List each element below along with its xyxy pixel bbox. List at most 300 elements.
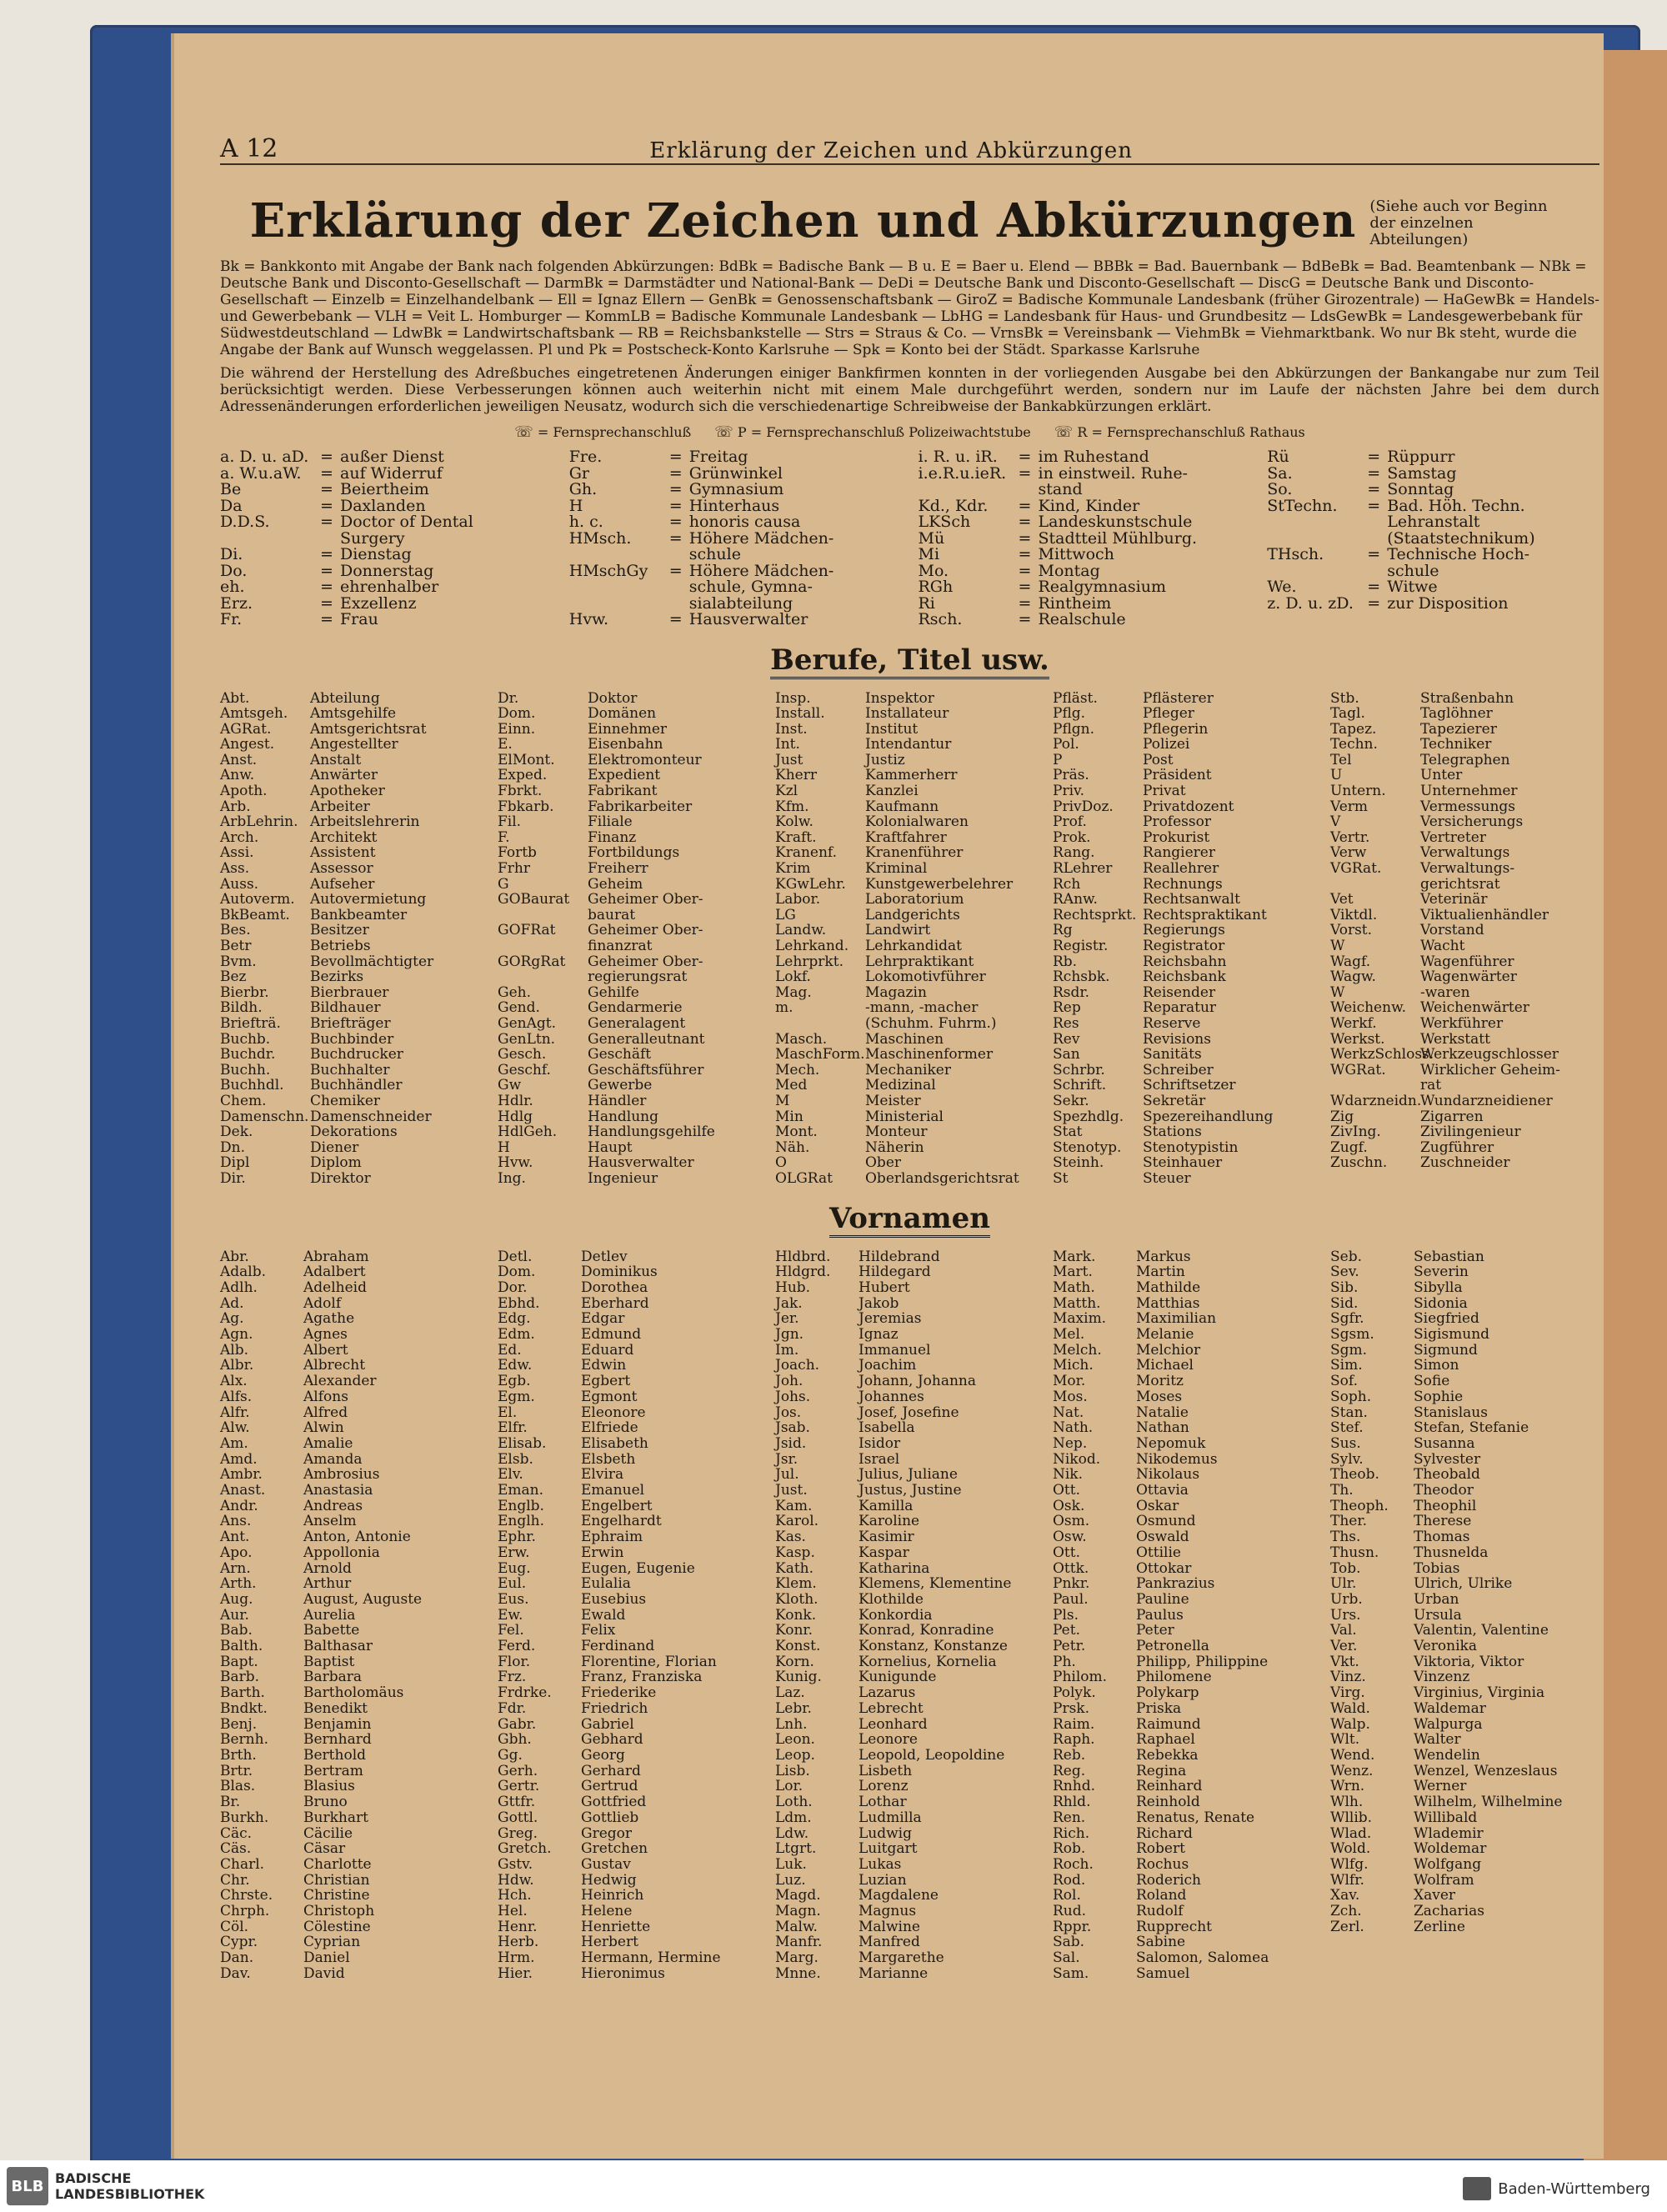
berufe-meaning: Ingenieur xyxy=(588,1169,658,1187)
vornamen-name: Konstanz, Konstanze xyxy=(859,1638,1008,1655)
vornamen-name: Charlotte xyxy=(303,1855,372,1873)
abbr-key: Erz. xyxy=(220,593,253,613)
berufe-entry xyxy=(498,1093,767,1109)
berufe-abbr: Weichenw. xyxy=(1330,999,1407,1017)
berufe-entry xyxy=(498,877,767,893)
vornamen-entry xyxy=(775,1888,1044,1904)
library-logo: BLB xyxy=(7,2167,48,2205)
abbr-equals: = xyxy=(1018,513,1032,531)
vornamen-abbr: Kloth. xyxy=(775,1590,818,1608)
abbr-equals: = xyxy=(668,610,683,628)
berufe-meaning: Domänen xyxy=(588,705,657,723)
vornamen-abbr: Konr. xyxy=(775,1622,813,1639)
vornamen-entry xyxy=(220,1249,489,1265)
berufe-meaning: Fortbildungs xyxy=(588,844,680,862)
vornamen-abbr: Erw. xyxy=(498,1544,530,1561)
abbr-value: Höhere Mädchen- xyxy=(688,528,834,548)
abbr-equals: = xyxy=(1018,545,1032,563)
abbr-equals: = xyxy=(320,593,333,613)
vornamen-entry xyxy=(498,1810,767,1826)
vornamen-name: Dorothea xyxy=(581,1279,648,1296)
abbr-key: HMschGy xyxy=(568,561,648,580)
phone-icon: ☏ xyxy=(714,423,733,441)
vornamen-abbr: Urs. xyxy=(1330,1606,1361,1624)
vornamen-entry xyxy=(1053,1701,1322,1717)
vornamen-name: Nikolaus xyxy=(1136,1466,1200,1484)
berufe-entry xyxy=(1053,877,1322,893)
berufe-entry xyxy=(1330,861,1599,877)
berufe-meaning: Geschäftsführer xyxy=(588,1061,704,1078)
vornamen-entry xyxy=(775,1966,1044,1982)
vornamen-name: Cölestine xyxy=(303,1918,371,1935)
vornamen-abbr: Sof. xyxy=(1330,1373,1358,1390)
vornamen-abbr: Prsk. xyxy=(1053,1699,1089,1717)
vornamen-entry xyxy=(498,1311,767,1327)
berufe-column xyxy=(1330,691,1599,1187)
vornamen-name: Ursula xyxy=(1414,1606,1462,1624)
berufe-meaning: Besitzer xyxy=(310,922,369,939)
abbr-row xyxy=(919,612,1251,628)
berufe-entry xyxy=(498,985,767,1001)
berufe-column xyxy=(498,691,767,1187)
berufe-abbr: Hvw. xyxy=(498,1154,533,1172)
abbr-row xyxy=(569,612,902,628)
berufe-abbr: Wdarzneidn. xyxy=(1330,1092,1422,1109)
vornamen-entry xyxy=(220,1264,489,1280)
berufe-meaning: Polizei xyxy=(1143,736,1190,753)
abbr-equals: = xyxy=(1367,480,1381,498)
berufe-abbr xyxy=(775,1016,865,1032)
vornamen-abbr: Jsab. xyxy=(775,1419,810,1437)
berufe-abbr: ZivIng. xyxy=(1330,1124,1381,1141)
vornamen-abbr: Eman. xyxy=(498,1482,544,1499)
berufe-abbr: Auss. xyxy=(220,875,259,893)
berufe-entry xyxy=(1053,1124,1322,1140)
vornamen-name: Wlademir xyxy=(1414,1824,1484,1842)
vornamen-abbr: Brtr. xyxy=(220,1762,253,1779)
vornamen-entry xyxy=(498,1592,767,1608)
berufe-abbr: Chem. xyxy=(220,1092,267,1109)
vornamen-name: Barbara xyxy=(303,1669,363,1686)
berufe-entry xyxy=(775,969,1044,985)
berufe-entry xyxy=(220,969,489,985)
berufe-abbr xyxy=(1330,1078,1420,1093)
abbr-equals: = xyxy=(668,528,683,548)
vornamen-name: Bernhard xyxy=(303,1731,372,1749)
vornamen-abbr: Sam. xyxy=(1053,1964,1089,1982)
abbr-equals: = xyxy=(320,561,333,580)
berufe-entry xyxy=(220,814,489,830)
abbr-key: i.e.R.u.ieR. xyxy=(918,463,1007,483)
vornamen-name: Natalie xyxy=(1136,1404,1189,1421)
vornamen-entry xyxy=(220,1623,489,1639)
berufe-abbr: Ass. xyxy=(220,860,250,878)
vornamen-name: Sidonia xyxy=(1414,1294,1468,1312)
vornamen-name: Rupprecht xyxy=(1136,1918,1213,1935)
berufe-meaning: Architekt xyxy=(310,828,378,846)
vornamen-name: Rochus xyxy=(1136,1855,1189,1873)
vornamen-name: Pankrazius xyxy=(1136,1575,1215,1593)
berufe-meaning: Arbeitslehrerin xyxy=(310,813,420,831)
vornamen-name: Andreas xyxy=(303,1497,363,1514)
vornamen-entry xyxy=(220,1717,489,1733)
vornamen-abbr: Nath. xyxy=(1053,1419,1094,1437)
vornamen-entry xyxy=(1053,1452,1322,1468)
abbr-equals: = xyxy=(320,496,333,515)
vornamen-abbr: Kam. xyxy=(775,1497,813,1514)
berufe-meaning: Prokurist xyxy=(1143,828,1210,846)
vornamen-name: Ambrosius xyxy=(303,1466,380,1484)
abbr-value: Donnerstag xyxy=(340,561,434,580)
berufe-abbr: W xyxy=(1330,983,1345,1001)
berufe-entry xyxy=(775,938,1044,954)
berufe-meaning: Versicherungs xyxy=(1420,813,1524,831)
vornamen-name: Eleonore xyxy=(581,1404,646,1421)
vornamen-entry xyxy=(220,1654,489,1670)
vornamen-entry xyxy=(220,1405,489,1421)
vornamen-name: Gustav xyxy=(581,1855,631,1873)
berufe-entry xyxy=(1330,753,1599,768)
page-title: Erklärung der Zeichen und Abkürzungen xyxy=(249,193,1357,248)
abbr-value: Montag xyxy=(1038,561,1100,580)
berufe-entry xyxy=(220,1047,489,1063)
vornamen-entry xyxy=(775,1576,1044,1592)
berufe-meaning: Gehilfe xyxy=(588,983,639,1001)
abbr-equals: = xyxy=(1018,578,1032,596)
vornamen-abbr: Andr. xyxy=(220,1497,258,1514)
berufe-abbr xyxy=(498,938,588,954)
berufe-meaning: Elektromonteur xyxy=(588,751,702,768)
vornamen-entry xyxy=(498,1873,767,1889)
berufe-abbr: Einn. xyxy=(498,720,536,738)
abbr-equals: = xyxy=(320,480,333,498)
berufe-meaning: Institut xyxy=(865,720,919,738)
vornamen-name: Emanuel xyxy=(581,1482,645,1499)
abbr-value: Realgymnasium xyxy=(1038,578,1167,596)
berufe-abbr: HdlGeh. xyxy=(498,1124,558,1141)
vornamen-entry xyxy=(1053,1639,1322,1654)
berufe-meaning: Dekorations xyxy=(310,1124,398,1141)
abbr-row xyxy=(919,482,1251,498)
phone-icon: ☏ xyxy=(1054,423,1074,441)
berufe-entry xyxy=(775,861,1044,877)
berufe-entry xyxy=(498,1078,767,1093)
vornamen-name: Kamilla xyxy=(859,1497,914,1514)
vornamen-abbr: Pnkr. xyxy=(1053,1575,1090,1593)
vornamen-entry xyxy=(1330,1904,1599,1919)
berufe-abbr: Buchb. xyxy=(220,1030,271,1048)
berufe-meaning: Schriftsetzer xyxy=(1143,1077,1236,1094)
vornamen-name: Dominikus xyxy=(581,1264,658,1281)
vornamen-entry xyxy=(775,1608,1044,1624)
berufe-abbr: Gend. xyxy=(498,999,540,1017)
berufe-abbr: m. xyxy=(775,999,793,1017)
vornamen-entry xyxy=(1330,1264,1599,1280)
vornamen-column xyxy=(498,1249,767,1982)
vornamen-name: Cäcilie xyxy=(303,1824,353,1842)
abbr-value: Sonntag xyxy=(1387,480,1454,498)
vornamen-name: Alwin xyxy=(303,1419,344,1437)
berufe-abbr: Int. xyxy=(775,736,800,753)
berufe-meaning: Haupt xyxy=(588,1139,633,1156)
vornamen-entry xyxy=(1330,1779,1599,1794)
vornamen-entry xyxy=(1053,1514,1322,1529)
vornamen-entry xyxy=(1053,1779,1322,1794)
abbr-value: Bad. Höh. Techn. xyxy=(1387,496,1525,515)
vornamen-list xyxy=(220,1249,1599,1982)
abbr-equals xyxy=(1367,514,1387,531)
vornamen-abbr: Mart. xyxy=(1053,1264,1093,1281)
berufe-abbr: Verw xyxy=(1330,844,1367,862)
berufe-abbr: Vet xyxy=(1330,891,1354,908)
berufe-entry xyxy=(220,737,489,753)
berufe-entry xyxy=(775,877,1044,893)
berufe-abbr: Apoth. xyxy=(220,783,268,800)
berufe-abbr: Stat xyxy=(1053,1124,1083,1141)
vornamen-abbr: Wlfr. xyxy=(1330,1871,1364,1889)
abbr-value: außer Dienst xyxy=(340,448,444,466)
vornamen-entry xyxy=(1053,1732,1322,1748)
vornamen-entry xyxy=(498,1919,767,1935)
berufe-entry xyxy=(1053,799,1322,815)
berufe-entry xyxy=(220,783,489,799)
vornamen-abbr: Raph. xyxy=(1053,1731,1095,1749)
berufe-meaning: Reparatur xyxy=(1143,999,1217,1017)
vornamen-name: Robert xyxy=(1136,1840,1185,1858)
vornamen-abbr: Theob. xyxy=(1330,1466,1379,1484)
vornamen-entry xyxy=(775,1810,1044,1826)
vornamen-name: Eberhard xyxy=(581,1294,649,1312)
vornamen-name: Raimund xyxy=(1136,1715,1201,1733)
vornamen-abbr: Rol. xyxy=(1053,1887,1081,1904)
abbr-row xyxy=(220,593,553,613)
berufe-entry xyxy=(498,737,767,753)
vornamen-entry xyxy=(220,1826,489,1842)
abbr-equals: = xyxy=(320,545,333,563)
vornamen-entry xyxy=(220,1764,489,1779)
vornamen-name: Luzian xyxy=(859,1871,907,1889)
berufe-meaning: Chemiker xyxy=(310,1092,381,1109)
berufe-meaning: Inspektor xyxy=(865,689,934,707)
vornamen-abbr: Konst. xyxy=(775,1638,821,1655)
vornamen-name: Georg xyxy=(581,1747,625,1764)
abbr-equals: = xyxy=(320,463,333,483)
berufe-abbr: Wagw. xyxy=(1330,968,1376,986)
vornamen-entry xyxy=(1330,1857,1599,1873)
berufe-meaning: Gendarmerie xyxy=(588,999,683,1017)
vornamen-name: Samuel xyxy=(1136,1964,1190,1982)
berufe-abbr: Kraft. xyxy=(775,828,817,846)
vornamen-abbr: Jer. xyxy=(775,1310,799,1328)
vornamen-name: Thusnelda xyxy=(1414,1544,1489,1561)
vornamen-abbr: Gerh. xyxy=(498,1762,538,1779)
vornamen-name: Moses xyxy=(1136,1388,1183,1405)
berufe-meaning: Buchhändler xyxy=(310,1077,403,1094)
berufe-entry xyxy=(775,1063,1044,1078)
abbr-equals: = xyxy=(668,513,683,531)
section-title-vornamen: Vornamen xyxy=(829,1202,990,1238)
vornamen-name: Friederike xyxy=(581,1684,657,1702)
berufe-entry xyxy=(1053,908,1322,923)
berufe-abbr: GOBaurat xyxy=(498,891,570,908)
vornamen-name: Helene xyxy=(581,1903,633,1920)
vornamen-name: Lorenz xyxy=(859,1778,909,1795)
vornamen-entry xyxy=(775,1529,1044,1545)
berufe-abbr: Rang. xyxy=(1053,844,1095,862)
vornamen-abbr: Kasp. xyxy=(775,1544,815,1561)
abbr-equals: = xyxy=(1367,496,1381,515)
berufe-abbr: Zuschn. xyxy=(1330,1154,1388,1172)
abbr-equals: = xyxy=(1367,448,1381,466)
berufe-meaning: Privatdozent xyxy=(1143,798,1234,815)
vornamen-name: Johannes xyxy=(859,1388,924,1405)
vornamen-abbr: Burkh. xyxy=(220,1809,269,1826)
vornamen-abbr: Wllib. xyxy=(1330,1809,1373,1826)
abbr-value: Hausverwalter xyxy=(688,610,808,628)
vornamen-abbr: Aur. xyxy=(220,1606,249,1624)
vornamen-abbr: Ren. xyxy=(1053,1809,1086,1826)
vornamen-entry xyxy=(1053,1343,1322,1359)
berufe-abbr: Gesch. xyxy=(498,1046,547,1063)
berufe-meaning: Zivilingenieur xyxy=(1420,1124,1521,1141)
vornamen-entry xyxy=(775,1561,1044,1577)
vornamen-name: Renatus, Renate xyxy=(1136,1809,1255,1826)
berufe-abbr: VGRat. xyxy=(1330,860,1382,878)
vornamen-name: Israel xyxy=(859,1450,900,1468)
abbr-key: RGh xyxy=(918,578,954,596)
berufe-entry xyxy=(220,1171,489,1187)
vornamen-abbr: Reg. xyxy=(1053,1762,1086,1779)
berufe-abbr: MaschForm. xyxy=(775,1046,865,1063)
vornamen-abbr: Tob. xyxy=(1330,1559,1361,1577)
vornamen-entry xyxy=(1053,1810,1322,1826)
vornamen-name: Stanislaus xyxy=(1414,1404,1488,1421)
vornamen-name: Melchior xyxy=(1136,1341,1201,1359)
vornamen-heading-row xyxy=(220,1187,1599,1238)
berufe-abbr: Präs. xyxy=(1053,767,1089,784)
berufe-abbr: Geschf. xyxy=(498,1061,551,1078)
berufe-abbr: Kzl xyxy=(775,783,798,800)
vornamen-name: Erwin xyxy=(581,1544,624,1561)
partner-logo xyxy=(1463,2177,1650,2200)
berufe-entry xyxy=(1053,737,1322,753)
vornamen-name: Benedikt xyxy=(303,1699,368,1717)
vornamen-name: Veronika xyxy=(1414,1638,1477,1655)
vornamen-name: Franz, Franziska xyxy=(581,1669,703,1686)
vornamen-entry xyxy=(220,1794,489,1810)
vornamen-name: Christoph xyxy=(303,1903,375,1920)
berufe-abbr: Mag. xyxy=(775,983,812,1001)
berufe-abbr: E. xyxy=(498,736,513,753)
vornamen-name: Gregor xyxy=(581,1824,633,1842)
berufe-meaning: Werkführer xyxy=(1420,1014,1504,1032)
berufe-entry xyxy=(498,908,767,923)
vornamen-abbr: Fdr. xyxy=(498,1699,527,1717)
vornamen-name: Egbert xyxy=(581,1373,631,1390)
vornamen-abbr: Wend. xyxy=(1330,1747,1375,1764)
vornamen-abbr: Mnne. xyxy=(775,1964,821,1982)
berufe-entry xyxy=(1330,1063,1599,1078)
section-title-berufe: Berufe, Titel usw. xyxy=(770,643,1049,679)
abbr-value: Dienstag xyxy=(340,545,412,563)
berufe-abbr xyxy=(1330,877,1420,893)
berufe-abbr: Pflg. xyxy=(1053,705,1086,723)
berufe-abbr: W xyxy=(1330,938,1345,954)
vornamen-entry xyxy=(220,1343,489,1359)
vornamen-entry xyxy=(775,1950,1044,1966)
abbr-value: (Staatstechnikum) xyxy=(1387,528,1535,548)
vornamen-entry xyxy=(498,1888,767,1904)
vornamen-name: Elfriede xyxy=(581,1419,638,1437)
berufe-abbr: KGwLehr. xyxy=(775,875,846,893)
vornamen-name: Walpurga xyxy=(1414,1715,1483,1733)
vornamen-name: Konkordia xyxy=(859,1606,933,1624)
vornamen-entry xyxy=(1330,1623,1599,1639)
abbr-value: Stadtteil Mühlburg. xyxy=(1038,528,1198,548)
berufe-meaning: Techniker xyxy=(1420,736,1492,753)
vornamen-entry xyxy=(1053,1873,1322,1889)
vornamen-entry xyxy=(498,1420,767,1436)
berufe-meaning: Pflästerer xyxy=(1143,689,1214,707)
vornamen-abbr: Alfr. xyxy=(220,1404,250,1421)
vornamen-entry xyxy=(1330,1436,1599,1452)
vornamen-entry xyxy=(1330,1561,1599,1577)
berufe-meaning: Spezereihandlung xyxy=(1143,1108,1274,1125)
vornamen-abbr: Luk. xyxy=(775,1855,807,1873)
vornamen-abbr: Melch. xyxy=(1053,1341,1102,1359)
vornamen-abbr: Dan. xyxy=(220,1949,254,1967)
vornamen-abbr: Korn. xyxy=(775,1653,814,1670)
berufe-entry xyxy=(1053,706,1322,722)
berufe-abbr: Anw. xyxy=(220,767,255,784)
vornamen-abbr: Gttfr. xyxy=(498,1794,536,1811)
berufe-entry xyxy=(1053,1000,1322,1016)
berufe-meaning: Geschäft xyxy=(588,1046,652,1063)
vornamen-abbr: Rob. xyxy=(1053,1840,1086,1858)
berufe-entry xyxy=(1330,1032,1599,1048)
vornamen-entry xyxy=(775,1732,1044,1748)
berufe-meaning: Kraftfahrer xyxy=(865,828,947,846)
berufe-abbr: Med xyxy=(775,1077,808,1094)
berufe-abbr: Vorst. xyxy=(1330,922,1373,939)
berufe-entry xyxy=(498,783,767,799)
berufe-entry xyxy=(1330,1140,1599,1156)
vornamen-name: Lisbeth xyxy=(859,1762,913,1779)
vornamen-abbr: Ad. xyxy=(220,1294,244,1312)
vornamen-abbr: Wlt. xyxy=(1330,1731,1360,1749)
berufe-abbr: OLGRat xyxy=(775,1169,833,1187)
vornamen-name: Engelbert xyxy=(581,1497,653,1514)
abbr-key: We. xyxy=(1267,578,1297,596)
berufe-entry xyxy=(775,1093,1044,1109)
vornamen-entry xyxy=(1053,1249,1322,1265)
vornamen-abbr: Alx. xyxy=(220,1373,248,1390)
vornamen-abbr: Herb. xyxy=(498,1934,539,1951)
vornamen-abbr: Gstv. xyxy=(498,1855,533,1873)
abbr-key: Rsch. xyxy=(918,610,963,628)
vornamen-entry xyxy=(1330,1514,1599,1529)
vornamen-abbr: Leop. xyxy=(775,1747,815,1764)
vornamen-entry xyxy=(1330,1499,1599,1514)
vornamen-name: Manfred xyxy=(859,1934,920,1951)
vornamen-name: Reinhard xyxy=(1136,1778,1203,1795)
vornamen-abbr: Ott. xyxy=(1053,1482,1081,1499)
berufe-meaning: Revisions xyxy=(1143,1030,1211,1048)
vornamen-abbr: Leon. xyxy=(775,1731,815,1749)
vornamen-entry xyxy=(775,1327,1044,1343)
vornamen-abbr: Zch. xyxy=(1330,1903,1362,1920)
berufe-meaning: Privat xyxy=(1143,783,1186,800)
